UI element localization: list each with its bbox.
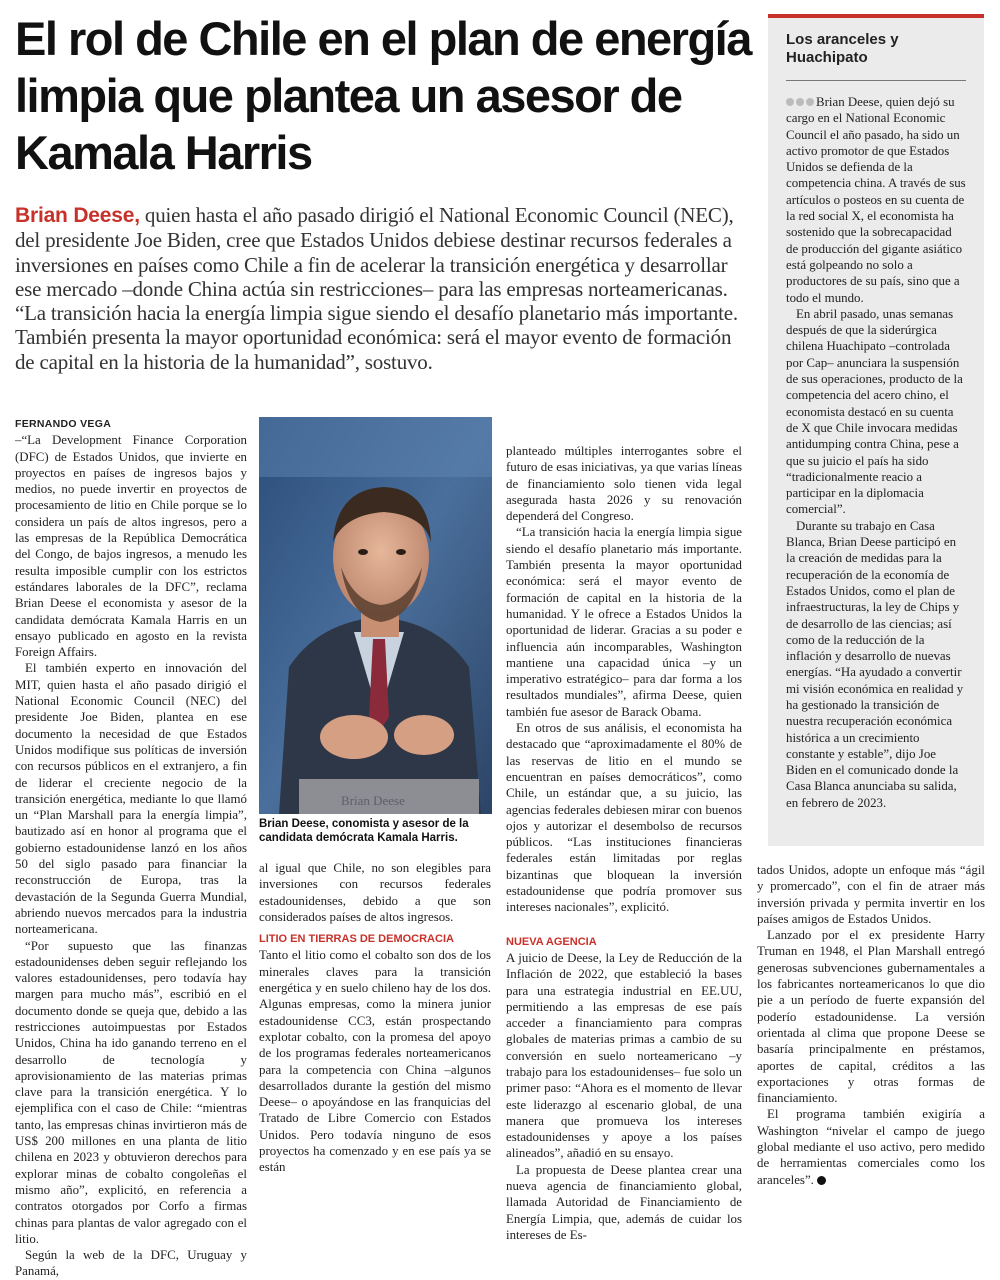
body-paragraph: –“La Development Finance Corporation (DFC) de Estados Unidos, que invierte en proyectos en países de ingresos bajos y medios, no puede invertir en proyectos de procesamiento de litio en Chile porque se lo considera un país de altos ingresos, pero a las empresas de la República Democrática del Congo, de bajos ingresos, a menudo les resulta imposible cumplir con los estrictos estándares laborales de la DFC”, reclama Brian Deese el economista y asesor de la candidata demócrata Kamala Harris en un ensayo publicado en agosto en la revista Foreign Affairs. [15, 433, 247, 660]
subhead-nueva-agencia: NUEVA AGENCIA [506, 935, 597, 948]
article-column-1 [15, 416, 247, 1280]
photo-illustration [259, 417, 492, 814]
lead-name: Brian Deese, [15, 204, 140, 227]
headline: El rol de Chile en el plan de energía limpia que plantea un asesor de Kamala Harris [15, 12, 751, 179]
lead-text: quien hasta el año pasado dirigió el National Economic Council (NEC), del presidente Joe Biden, cree que Estados Unidos debiese destinar recursos federales a inversiones en países como Chile a fin de acelerar la transición energética y desarrollar ese mercado –donde China actúa sin restricciones– para las empresas norteamericanas. “La transición hacia la energía limpia sigue siendo el desafío planetario más importante. También presenta la mayor oportunidad económica: será el mayor evento de formación de capital en la historia de la humanidad”, sostuvo. [15, 203, 738, 374]
article-column-4 [757, 862, 985, 1188]
body-paragraph: Según la web de la DFC, Uruguay y Panamá, [15, 1248, 247, 1279]
body-paragraph: Tanto el litio como el cobalto son dos de los minerales claves para la transición energética y en suelo chileno hay de los dos. Algunas empresas, como la minera junior estadounidense CC3, están prospectando explotar cobalto, con la promesa del apoyo de los programas federales norteamericanos para la competencia con China –algunos desarrollados durante la gestión del mismo Deese– o apoyándose en las franquicias del Tratado de Libre Comercio con Estados Unidos. Pero todavía ninguno de esos proyectos ha comenzado y en ese país ya se están [259, 948, 491, 1175]
article-column-2 [259, 860, 491, 1176]
sidebar-title: Los aranceles y Huachipato [786, 31, 899, 66]
body-paragraph: “La transición hacia la energía limpia sigue siendo el desafío planetario más importante. También presenta la mayor oportunidad económica: será el mayor evento de formación de capital en la historia de la humanidad. Y le ofrece a Estados Unidos la oportunidad de liderar. Gracias a su poder e influencia aún incomparables, Washington mantiene una capacidad única –y un imperativo estratégico– para dar forma a los resultados mundiales”, afirma Deese, quien también fue asesor de Barack Obama. [506, 525, 742, 719]
three-dots-icon [786, 94, 816, 110]
body-paragraph: al igual que Chile, no son elegibles para inversiones con recursos federales estadounidenses, debido a que son considerados países de altos ingresos. [259, 861, 491, 924]
body-paragraph: El programa también exigiría a Washington “nivelar el campo de juego global mediante el uso activo, pero medido de herramientas comerciales como los aranceles”. P [757, 1107, 985, 1187]
body-paragraph: “Por supuesto que las finanzas estadounidenses deben seguir reflejando los valores estadounidenses, pero todavía hay margen para mucho más”, escribió en el documento donde se queja que, debido a las restricciones autoimpuestas por Estados Unidos, China ha ido ganando terreno en el desarrollo de tecnología y aprovisionamiento de las materias primas clave para la transición energética. Y lo ejemplifica con el caso de Chile: “mientras tanto, las empresas chinas invirtieron más de US$ 200 millones en una planta de litio chilena en 2023 y obtuvieron derechos para explorar minas de cobalto congoleñas el mismo año”, explicitó, en referencia a contratos otorgados por Corfo a firmas chinas para plantas de valor agregado con el litio. [15, 938, 247, 1246]
article-photo [259, 417, 492, 814]
sidebar-paragraph: Durante su trabajo en Casa Blanca, Brian Deese participó en la creación de medidas para la recuperación de la economía de Estados Unidos, como el plan de infraestructuras, la ley de Chips y de desarrollo de las ciencias; así como de la reducción de la inflación y desarrollo de nuevas energías. “Ha ayudado a convertir mi visión económica en realidad y ha gestionado la transición de nuestra recuperación económica histórica a un crecimiento constante y estable”, dijo Joe Biden en el comunicado donde la Casa Blanca anunciaba su salida, en febrero de 2023. [786, 518, 964, 810]
end-mark-icon: P [817, 1176, 826, 1185]
nameplate-text: Brian Deese [341, 793, 405, 808]
body-paragraph: El también experto en innovación del MIT, quien hasta el año pasado dirigió el National Economic Council (NEC) del presidente Joe Biden, plantea en ese documento la necesidad de que Estados Unidos modifique sus políticas de inversión con recursos públicos en el extranjero, a fin de liderar el creciente negocio de la transición energética, mediante lo que llamó un “Plan Marshall para la energía limpia”, bautizado así en honor al programa que el gobierno estadounidense lanzó en los años 50 del siglo pasado para financiar la reconstrucción de Europa, tras la devastación de la Segunda Guerra Mundial, abriendo nuevos mercados para la industria norteamericana. [15, 661, 247, 937]
body-paragraph: Lanzado por el ex presidente Harry Truman en 1948, el Plan Marshall entregó generosas subvenciones gubernamentales a los fabricantes norteamericanos lo que dio pie a un período de fuerte expansión del poderío estadounidense. La versión orientada al clima que propone Deese se basaría principalmente en préstamos, aportes de capital, créditos a las exportaciones y otras formas de financiamiento. [757, 928, 985, 1106]
sidebar-divider [786, 80, 966, 81]
body-paragraph: A juicio de Deese, la Ley de Reducción de la Inflación de 2022, que estableció la bases para una estrategia industrial en EE.UU, permitiendo a las empresas de ese país acceder a financiamiento para compras globales de materias primas a cambio de su conversión en suelo norteamericano –y trabajo para los estadounidenses– fue solo un primer paso: “Ahora es el momento de llevar este liderazgo al escenario global, de una manera que promueva los intereses estadounidenses y apoye a los países alineados”, añadió en su ensayo. [506, 950, 742, 1161]
lead-paragraph [15, 203, 745, 374]
subhead-litio: LITIO EN TIERRAS DE DEMOCRACIA [259, 933, 454, 946]
photo-caption: Brian Deese, conomista y asesor de la candidata demócrata Kamala Harris. [259, 818, 469, 844]
byline: FERNANDO VEGA [15, 418, 112, 430]
body-paragraph: planteado múltiples interrogantes sobre el futuro de esas iniciativas, ya que varias líneas de financiamiento solo tienen vida legal asegurada hasta 2026 y su renovación dependerá del Congreso. [506, 444, 742, 524]
body-paragraph: En otros de sus análisis, el economista ha destacado que “aproximadamente el 80% de las reservas de litio en el mundo se encuentran en países democráticos”, como Chile, un estándar que, a su juicio, las agencias federales debiesen mirar con buenos ojos y autorizar el desembolso de recursos públicos. “Las instituciones financieras federales están limitadas por reglas bizantinas que bloquean la inversión estadounidense que podría promover sus intereses nacionales”, explicitó. [506, 721, 742, 915]
body-paragraph: tados Unidos, adopte un enfoque más “ágil y promercado”, con el fin de atraer más inversión privada y permita invertir en los países amigos de Estados Unidos. [757, 863, 985, 926]
article-column-3 [506, 443, 742, 1243]
sidebar-paragraph: En abril pasado, unas semanas después de que la siderúrgica chilena Huachipato –controlada por Cap– anunciara la suspensión de sus operaciones, producto de la competencia del acero chino, el economista destacó en su cuenta de X que Chile invocara medidas antidumping contra China, pese a que su juicio el país ha sido “tradicionalmente reacio a participar en la diplomacia comercial”. [786, 306, 963, 517]
body-paragraph: La propuesta de Deese plantea crear una nueva agencia de financiamiento global, llamada Autoridad de Financiamiento de Energía Limpia, que, además de cuidar los intereses de Es- [506, 1162, 742, 1242]
sidebar-body [786, 94, 966, 811]
sidebar-paragraph: Brian Deese, quien dejó su cargo en el National Economic Council el año pasado, ha sido un activo promotor de que Estados Unidos se defienda de la competencia china. A través de sus artículos o posteos en su cuenta de la red social X, el economista ha sostenido que la sobrecapacidad de producción del gigante asiático está golpeando no solo a productores de su país, sino que a todo el mundo. [786, 95, 966, 305]
